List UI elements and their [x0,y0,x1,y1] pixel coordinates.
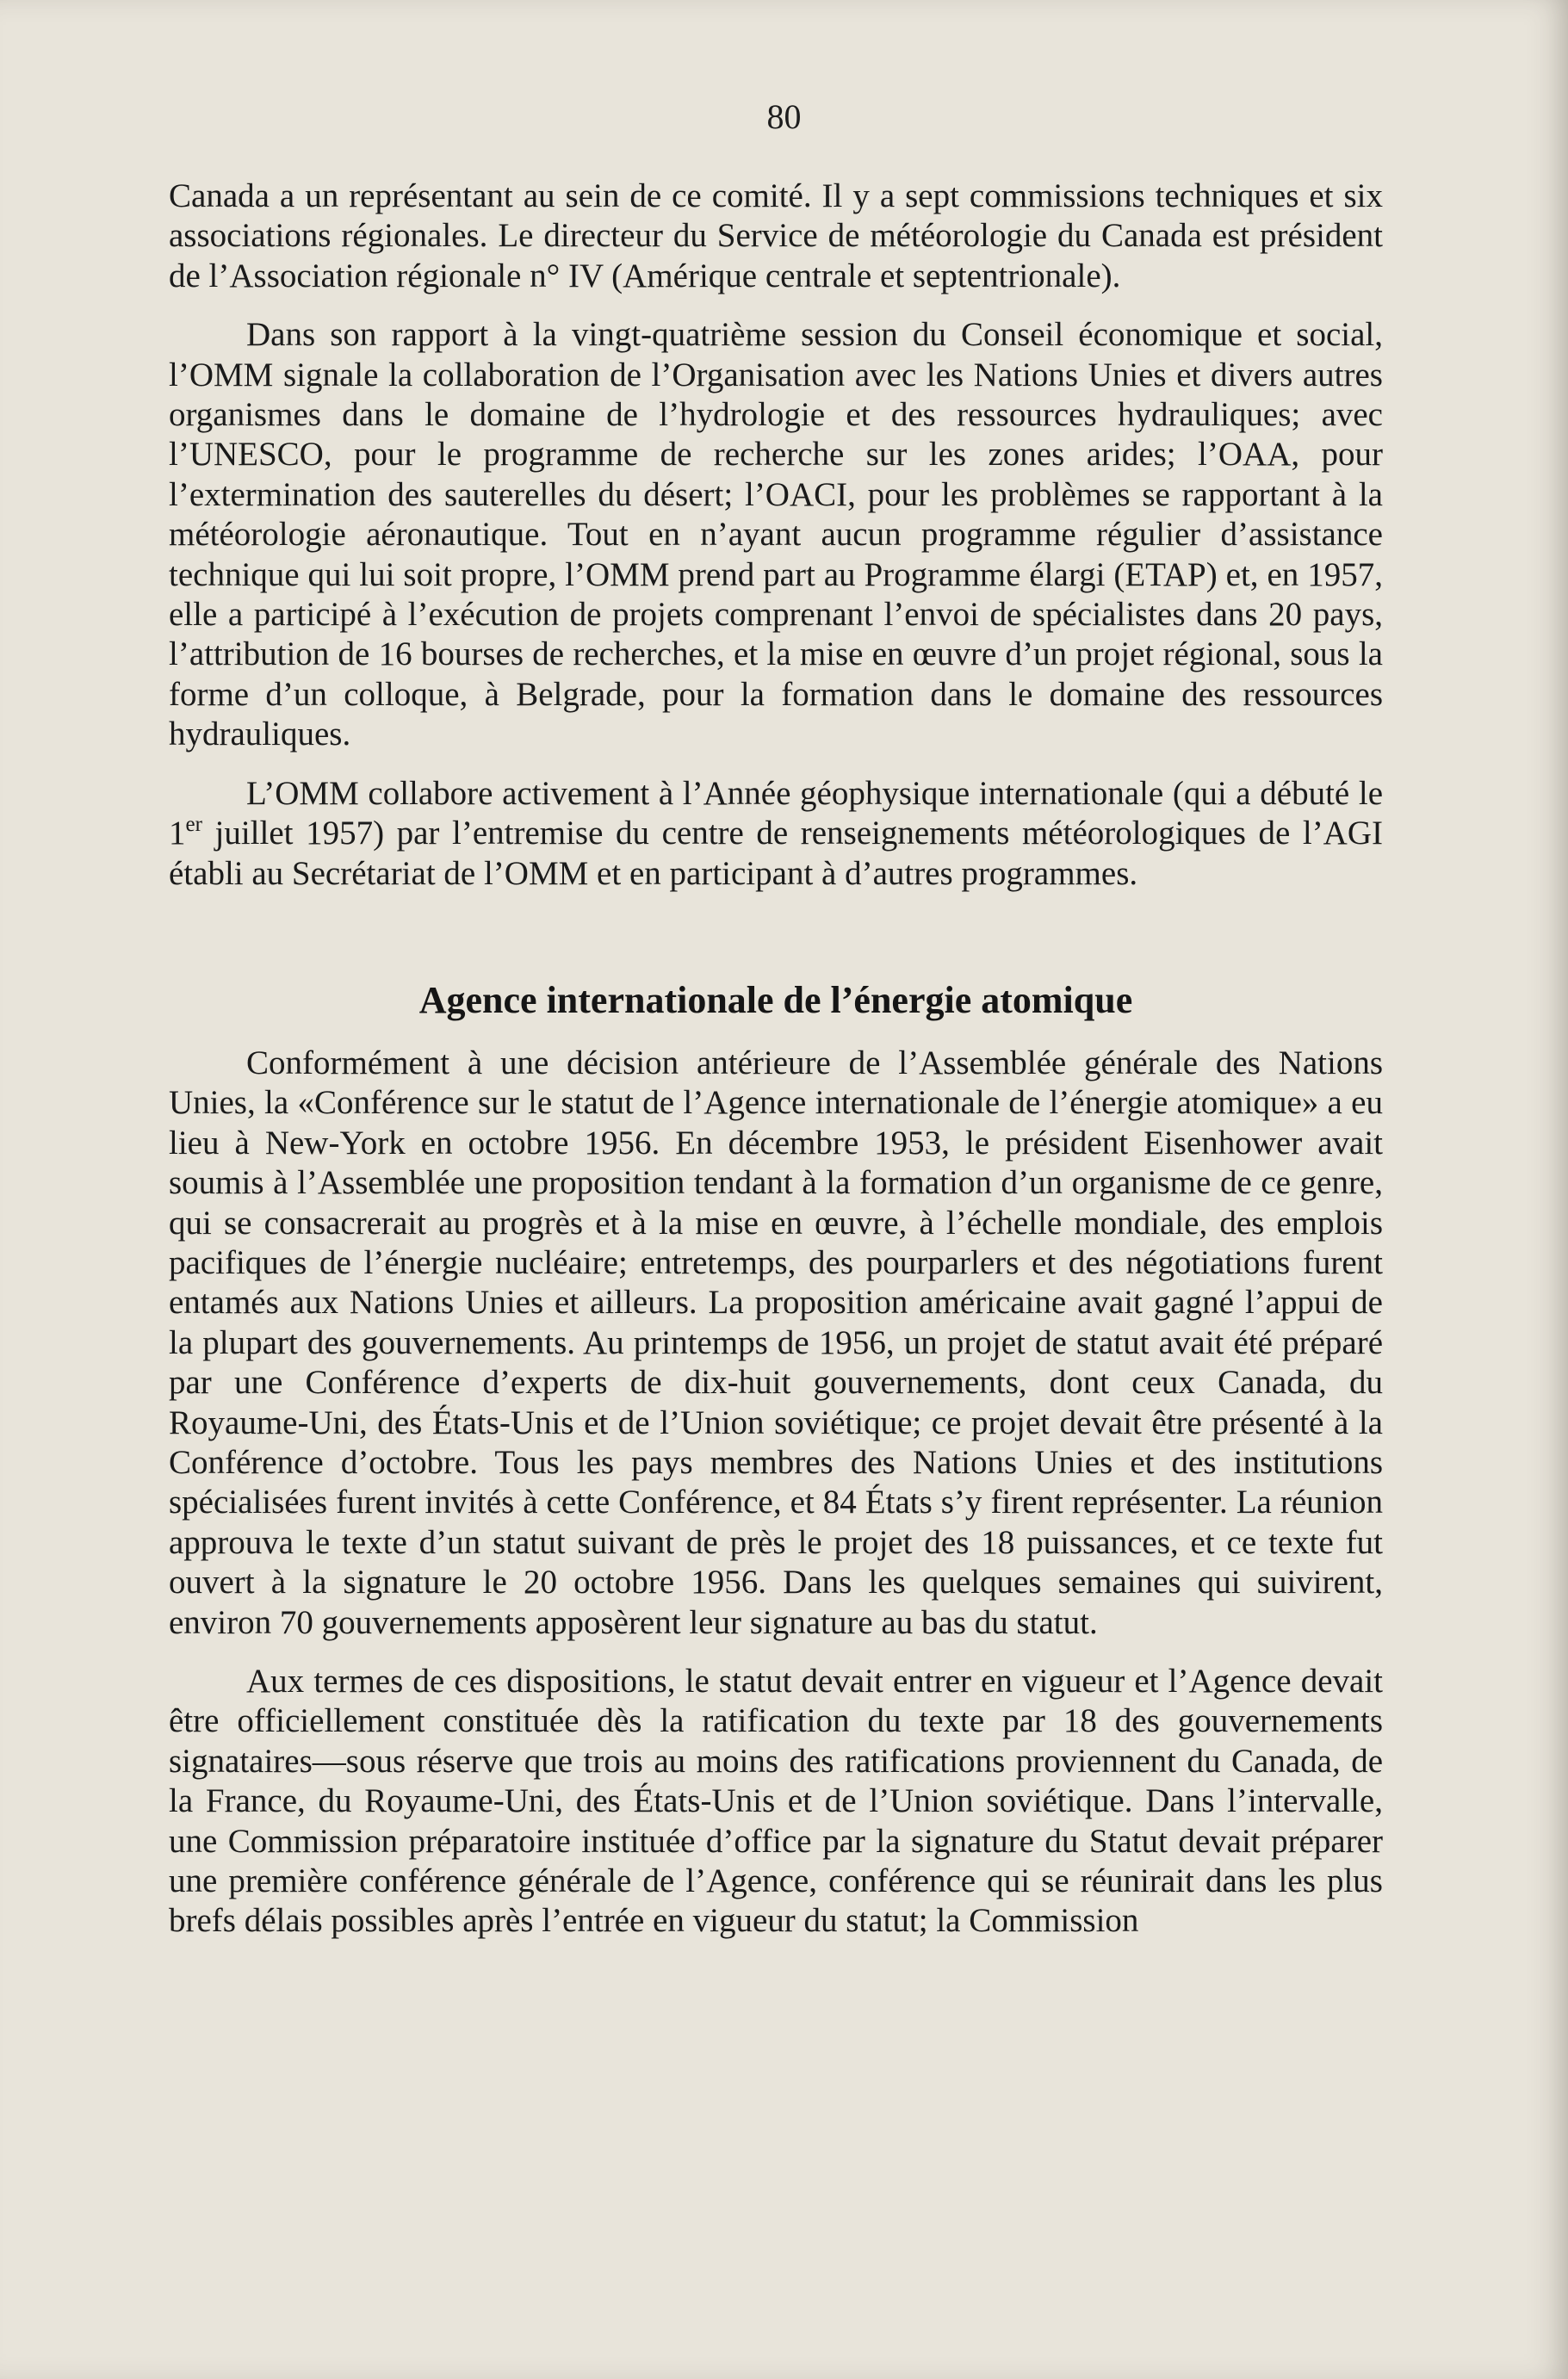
page-number: 80 [766,97,802,136]
paragraph-omm-commissions: Canada a un représentant au sein de ce comité. Il y a sept commissions techniques et six associations régionales. Le directeur du Service de météorologie du Canada est président de l’Association régionale n° IV (Amérique centrale et septentrionale). [169,177,1383,294]
body-text [169,177,1383,1942]
superscript-er: er [185,813,202,837]
paragraph-aiea-statute: Aux termes de ces dispositions, le statut devait entrer en vigueur et l’Agence devait être officiellement constituée dès la ratification du texte par 18 des gouvernements signataires—sous réserve que trois au moins des ratifications proviennent du Canada, de la France, du Royaume-Uni, des États-Unis et de l’Union soviétique. Dans l’intervalle, une Commission préparatoire instituée d’office par la signature du Statut devait préparer une première conférence générale de l’Agence, conférence qui se réunirait dans les plus brefs délais possibles après l’entrée en vigueur du statut; la Commission [169,1663,1383,1940]
igy-text-end: juillet 1957) par l’entremise du centre de renseignements météorologiques de l’AGI établi au Secrétariat de l’OMM et en participant à d’autres programmes. [169,815,1383,892]
section-heading: Agence internationale de l’énergie atomique [418,978,1133,1021]
paragraph-aiea-conference: Conformément à une décision antérieure de l’Assemblée générale des Nations Unies, la «Conférence sur le statut de l’Agence internationale de l’énergie atomique» a eu lieu à New-York en octobre 1956. En décembre 1953, le président Eisenhower avait soumis à l’Assemblée une proposition tendant à la formation d’un organisme de ce genre, qui se consacrerait au progrès et à la mise en œuvre, à l’échelle mondiale, des emplois pacifiques de l’énergie nucléaire; entretemps, des pourparlers et des négotiations furent entamés aux Nations Unies et ailleurs. La proposition américaine avait gagné l’appui de la plupart des gouvernements. Au printemps de 1956, un projet de statut avait été préparé par une Conférence d’experts de dix-huit gouvernements, dont ceux Canada, du Royaume-Uni, des États-Unis et de l’Union soviétique; ce projet devait être présenté à la Conférence d’octobre. Tous les pays membres des Nations Unies et des institutions spécialisées furent invités à cette Conférence, et 84 États s’y firent représenter. La réunion approuva le texte d’un statut suivant de près le projet des 18 puissances, et ce texte fut ouvert à la signature le 20 octobre 1956. Dans les quelques semaines qui suivirent, environ 70 gouvernements apposèrent leur signature au bas du statut. [169,1044,1383,1641]
paragraph-omm-report: Dans son rapport à la vingt-quatrième session du Conseil économique et social, l’OMM signale la collaboration de l’Organisation avec les Nations Unies et divers autres organismes dans le domaine de l’hydrologie et des ressources hydrauliques; avec l’UNESCO, pour le programme de recherche sur les zones arides; l’OAA, pour l’extermination des sauterelles du désert; l’OACI, pour les problèmes se rapportant à la météorologie aéronautique. Tout en n’ayant aucun programme régulier d’assistance technique qui lui soit propre, l’OMM prend part au Programme élargi (ETAP) et, en 1957, elle a participé à l’exécution de projets comprenant l’envoi de spécialistes dans 20 pays, l’attribution de 16 bourses de recherches, et la mise en œuvre d’un projet régional, sous la forme d’un colloque, à Belgrade, pour la formation dans le domaine des ressources hydrauliques. [169,316,1383,753]
paragraph-omm-igy [169,774,1383,894]
igy-text-start: L’OMM collabore activement à l’Année géophysique internationale (qui a débuté le 1 [169,774,1383,852]
